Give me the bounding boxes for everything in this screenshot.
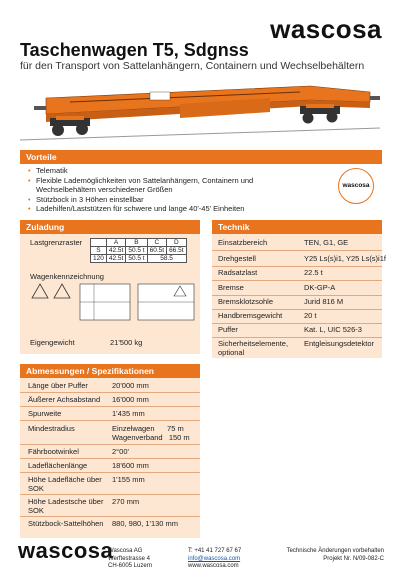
footer-wascosa-logo <box>18 538 113 564</box>
logo-text: wascosa <box>18 538 114 563</box>
wagenkennzeichnung-label: Wagenkennzeichnung <box>30 272 104 281</box>
wagon-marking-symbols <box>30 282 198 322</box>
page-title: Taschenwagen T5, Sdgnss <box>20 40 249 60</box>
table-cell: 120 <box>91 255 107 263</box>
table-cell: B <box>126 239 147 247</box>
vorteile-list <box>28 166 268 214</box>
eigengewicht-label: Eigengewicht <box>30 338 75 347</box>
wagon-photo <box>10 78 390 146</box>
lastgrenzraster-label: Lastgrenzraster <box>30 238 83 247</box>
table-cell: 60.5t <box>147 247 166 255</box>
page-subtitle: für den Transport von Sattelanhängern, Containern und Wechselbehältern <box>20 60 365 72</box>
website-link[interactable]: www.wascosa.com <box>188 563 239 569</box>
abmessungen-heading: Abmessungen / Spezifikationen <box>20 364 200 378</box>
zuladung-heading: Zuladung <box>20 220 200 234</box>
footer-address: Wascosa AG Werftestrasse 4 CH-6005 Luzern <box>108 548 153 569</box>
list-item: • Telematik <box>28 166 268 176</box>
footer-notes: Technische Änderungen vorbehalten Projekt Nr. N/09-082-C <box>286 548 384 562</box>
wascosa-logo <box>270 14 382 45</box>
table-cell: 42.5t <box>106 247 125 255</box>
lastgrenzraster-table <box>90 238 187 263</box>
table-cell: A <box>106 239 125 247</box>
table-cell: 50.5 t <box>126 255 147 263</box>
list-item: • Stützbock in 3 Höhen einstellbar <box>28 195 268 205</box>
table-cell: 50.5 t <box>126 247 147 255</box>
phone-text: T: +41 41 727 67 67 <box>188 548 242 554</box>
footer-contact <box>188 548 241 571</box>
email-link[interactable]: info@wascosa.com <box>188 555 241 562</box>
logo-text: wascosa <box>270 14 382 44</box>
table-cell: C <box>147 239 166 247</box>
table-cell: S <box>91 247 107 255</box>
table-cell <box>91 239 107 247</box>
badge-text: wascosa <box>342 182 370 189</box>
vorteile-heading: Vorteile <box>20 150 382 164</box>
table-cell: 66.5t <box>167 247 186 255</box>
list-item: • Ladehilfen/Laststützen für schwere und lange 40'-45' Einheiten <box>28 204 268 214</box>
list-item: • Flexible Lademöglichkeiten von Sattelanhängern, Containern und Wechselbehältern verschiedener Größen <box>28 176 268 195</box>
table-cell: D <box>167 239 186 247</box>
table-cell: 42.5t <box>106 255 125 263</box>
eigengewicht-value: 21'500 kg <box>110 338 143 347</box>
table-cell: 58.5 <box>147 255 186 263</box>
technik-heading: Technik <box>212 220 382 234</box>
